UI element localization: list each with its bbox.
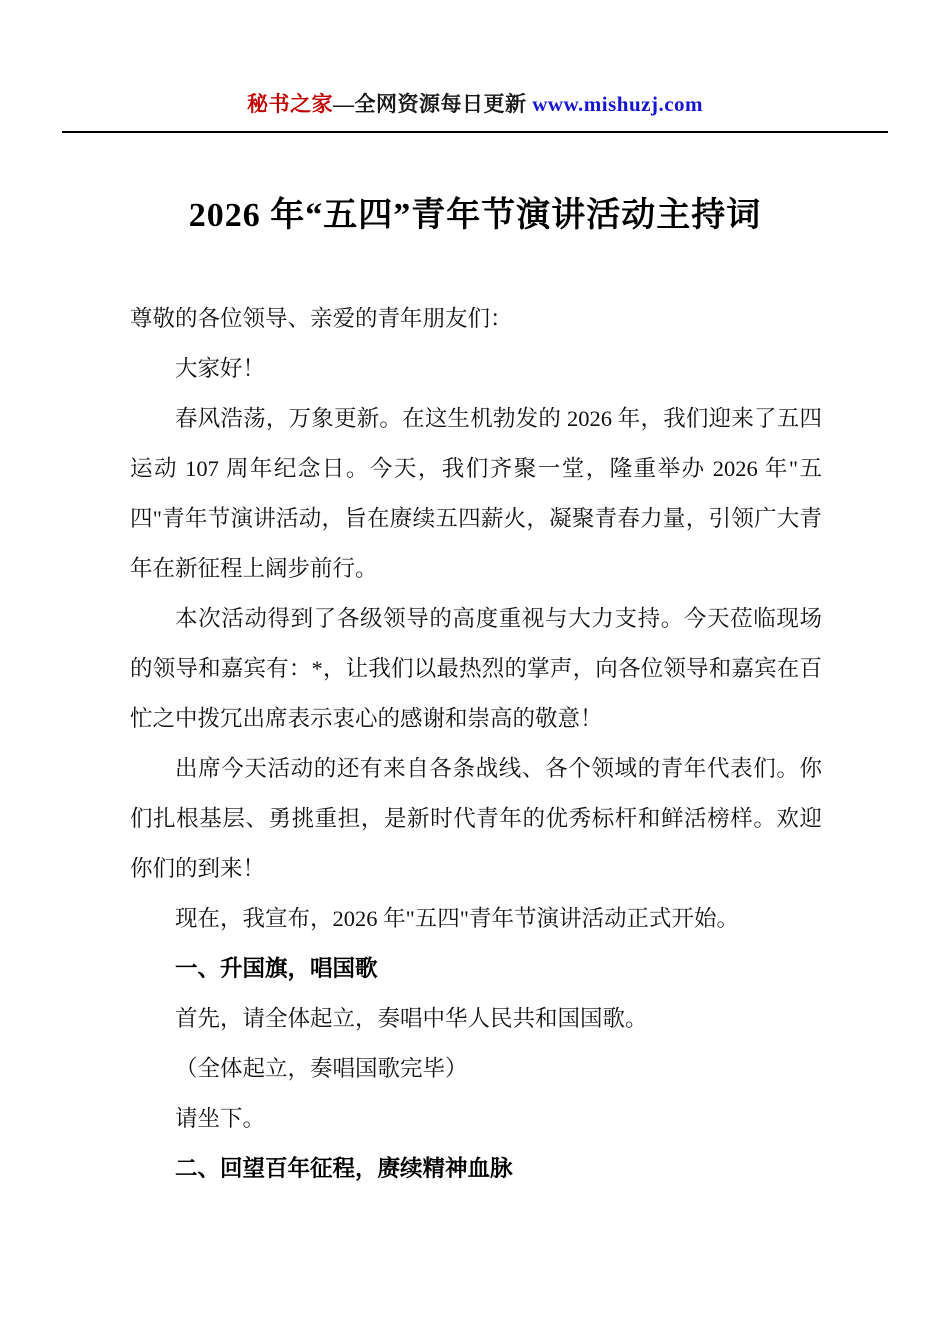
paragraph-anthem: 首先，请全体起立，奏唱中华人民共和国国歌。 xyxy=(175,1006,648,1031)
section-heading-1: 一、升国旗，唱国歌 xyxy=(175,956,378,981)
paragraph-announce: 现在，我宣布，2026 年"五四"青年节演讲活动正式开始。 xyxy=(175,906,739,931)
site-tagline: —全网资源每日更新 xyxy=(332,92,533,116)
document-title: 2026 年“五四”青年节演讲活动主持词 xyxy=(188,197,762,234)
paragraph-anthem-note: （全体起立，奏唱国歌完毕） xyxy=(175,1056,468,1081)
site-brand: 秘书之家 xyxy=(246,92,333,116)
site-url-link[interactable]: www.mishuzj.com xyxy=(532,92,704,116)
page-header xyxy=(0,0,950,118)
paragraph-greeting: 大家好！ xyxy=(175,356,266,381)
paragraph-leaders: 本次活动得到了各级领导的高度重视与大力支持。今天莅临现场的领导和嘉宾有：*，让我们以最热烈的掌声，向各位领导和嘉宾在百忙之中拨冗出席表示衷心的感谢和崇高的敬意！ xyxy=(130,606,822,731)
header-divider xyxy=(62,131,888,133)
document-body xyxy=(130,294,822,1194)
paragraph-youth-reps: 出席今天活动的还有来自各条战线、各个领域的青年代表们。你们扎根基层、勇挑重担，是新时代青年的优秀标杆和鲜活榜样。欢迎你们的到来！ xyxy=(130,756,822,881)
paragraph-intro: 春风浩荡，万象更新。在这生机勃发的 2026 年，我们迎来了五四运动 107 周年纪念日。今天，我们齐聚一堂，隆重举办 2026 年"五四"青年节演讲活动，旨在赓续五四薪火，凝聚青春力量，引领广大青年在新征程上阔步前行。 xyxy=(130,406,822,581)
paragraph-sit-down: 请坐下。 xyxy=(175,1106,266,1131)
section-heading-2: 二、回望百年征程，赓续精神血脉 xyxy=(175,1156,513,1181)
paragraph-salutation: 尊敬的各位领导、亲爱的青年朋友们： xyxy=(130,306,513,331)
